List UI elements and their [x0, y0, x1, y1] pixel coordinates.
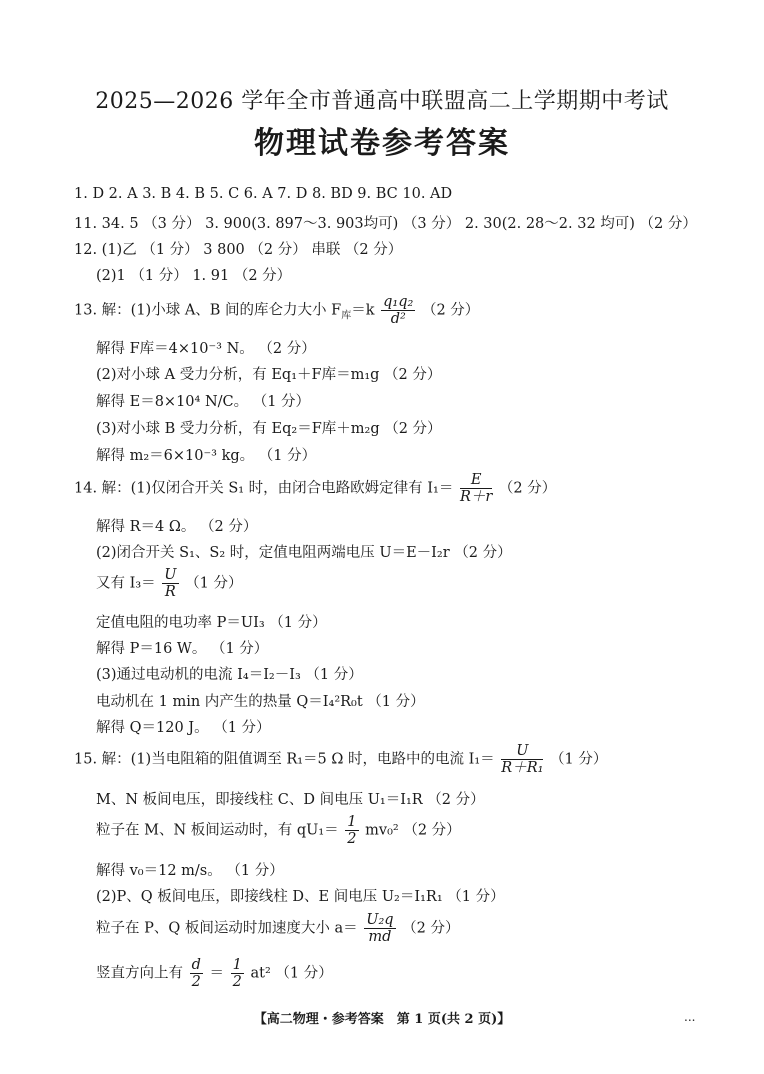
q14-line-7: (3)通过电动机的电流 I₄＝I₂－I₃ （1 分）: [96, 667, 363, 683]
q15-l6-score: （2 分）: [402, 920, 460, 937]
q14-fraction-2: [162, 567, 178, 600]
q14-line-3: (2)闭合开关 S₁、S₂ 时，定值电阻两端电压 U＝E－I₂r （2 分）: [96, 545, 512, 561]
q13-frac-num: q₁q₂: [383, 294, 414, 310]
exam-subtitle: 物理试卷参考答案: [254, 126, 510, 161]
q15-l3-score: （2 分）: [403, 822, 461, 839]
q15-fraction-1: [501, 743, 543, 776]
q12-answer-part1: 12. (1)乙 （1 分） 3 800 （2 分） 串联 （2 分）: [74, 242, 403, 258]
q14-frac2-num: U: [164, 567, 177, 583]
q15-fraction-4: [190, 957, 203, 990]
q15-frac2-den: 2: [347, 831, 357, 847]
q15-l7-post: at²: [250, 965, 271, 982]
q11-answer: 11. 34. 5 （3 分） 3. 900(3. 897～3. 903均可) （3 分） 2. 30(2. 28～2. 32 均可) （2 分）: [74, 216, 697, 232]
q15-l1-score: （1 分）: [550, 751, 608, 768]
q13-line-1: [74, 294, 479, 327]
q15-frac2-num: 1: [347, 814, 357, 830]
q14-line-5: 定值电阻的电功率 P＝UI₃ （1 分）: [96, 615, 327, 631]
q13-line-5: (3)对小球 B 受力分析，有 Eq₂＝F库＋m₂g （2 分）: [96, 421, 442, 437]
q14-line-8: 电动机在 1 min 内产生的热量 Q＝I₄²R₀t （1 分）: [96, 694, 425, 710]
q13-l1-mid: ＝k: [351, 302, 375, 319]
q14-l1-score: （2 分）: [498, 480, 557, 497]
q15-line-3: [96, 814, 461, 847]
exam-title: 2025—2026 学年全市普通高中联盟高二上学期期中考试: [95, 89, 669, 114]
q15-l3-text: 粒子在 M、N 板间运动时，有 qU₁＝: [96, 822, 339, 839]
q14-l1-text: 14. 解：(1)仅闭合开关 S₁ 时，由闭合电路欧姆定律有 I₁＝: [74, 480, 454, 497]
q15-frac1-num: U: [501, 743, 543, 760]
q14-l4-score: （1 分）: [185, 575, 243, 592]
q15-line-6: [96, 912, 460, 945]
q13-l1-score: （2 分）: [421, 302, 480, 319]
page-footer: 【高二物理・参考答案 第 1 页(共 2 页)】: [253, 1012, 511, 1027]
q13-frac-den: d²: [390, 311, 406, 327]
q15-fraction-2: [345, 814, 358, 847]
q14-line-1: [74, 472, 556, 505]
q15-fraction-3: [364, 912, 395, 945]
q15-frac3-num: U₂q: [366, 912, 394, 928]
q14-line-2: 解得 R＝4 Ω。 （2 分）: [96, 519, 258, 535]
q15-frac5-num: 1: [232, 957, 242, 973]
q14-frac1-num: E: [460, 472, 492, 489]
q15-frac4-num: d: [191, 957, 201, 973]
q13-line-4: 解得 E＝8×10⁴ N/C。 （1 分）: [96, 394, 311, 410]
q14-frac1-den: R＋r: [459, 489, 493, 505]
q15-frac5-den: 2: [232, 974, 242, 990]
q13-line-2: 解得 F库＝4×10⁻³ N。 （2 分）: [96, 341, 316, 357]
q15-line-1: [74, 743, 607, 776]
corner-mark: ...: [684, 1010, 696, 1024]
choice-answers: 1. D 2. A 3. B 4. B 5. C 6. A 7. D 8. BD 9. BC 10. AD: [74, 186, 453, 202]
q13-fraction: [381, 294, 415, 327]
q15-l1-text: 15. 解：(1)当电阻箱的阻值调至 R₁＝5 Ω 时，电路中的电流 I₁＝: [74, 751, 495, 768]
q15-frac3-den: md: [368, 929, 392, 945]
q15-l7-score: （1 分）: [275, 965, 333, 982]
q15-fraction-5: [231, 957, 244, 990]
q15-l6-text: 粒子在 P、Q 板间运动时加速度大小 a＝: [96, 920, 358, 937]
q14-line-4: [96, 567, 242, 600]
q15-l7-text: 竖直方向上有: [96, 965, 183, 982]
q14-l4-text: 又有 I₃＝: [96, 575, 156, 592]
q15-frac1-den: R＋R₁: [501, 760, 544, 776]
q14-fraction-1: [460, 472, 492, 505]
q14-line-6: 解得 P＝16 W。 （1 分）: [96, 641, 269, 657]
q15-l3-post: mv₀²: [365, 822, 399, 839]
q12-answer-part2: (2)1 （1 分） 1. 91 （2 分）: [96, 268, 292, 284]
q13-l1-sub: 库: [341, 310, 352, 322]
q13-line-3: (2)对小球 A 受力分析，有 Eq₁＋F库＝m₁g （2 分）: [96, 367, 442, 383]
q13-line-6: 解得 m₂＝6×10⁻³ kg。 （1 分）: [96, 448, 317, 464]
q15-l7-mid: ＝: [209, 965, 225, 982]
q14-frac2-den: R: [164, 584, 176, 600]
q15-line-5: (2)P、Q 板间电压，即接线柱 D、E 间电压 U₂＝I₁R₁ （1 分）: [96, 889, 505, 905]
q14-line-9: 解得 Q＝120 J。 （1 分）: [96, 720, 271, 736]
q15-line-2: M、N 板间电压，即接线柱 C、D 间电压 U₁＝I₁R （2 分）: [96, 792, 485, 808]
q15-frac4-den: 2: [191, 974, 201, 990]
q15-line-4: 解得 v₀＝12 m/s。 （1 分）: [96, 863, 284, 879]
q15-line-7: [96, 957, 333, 990]
q13-l1-text: 13. 解：(1)小球 A、B 间的库仑力大小 F: [74, 302, 342, 319]
